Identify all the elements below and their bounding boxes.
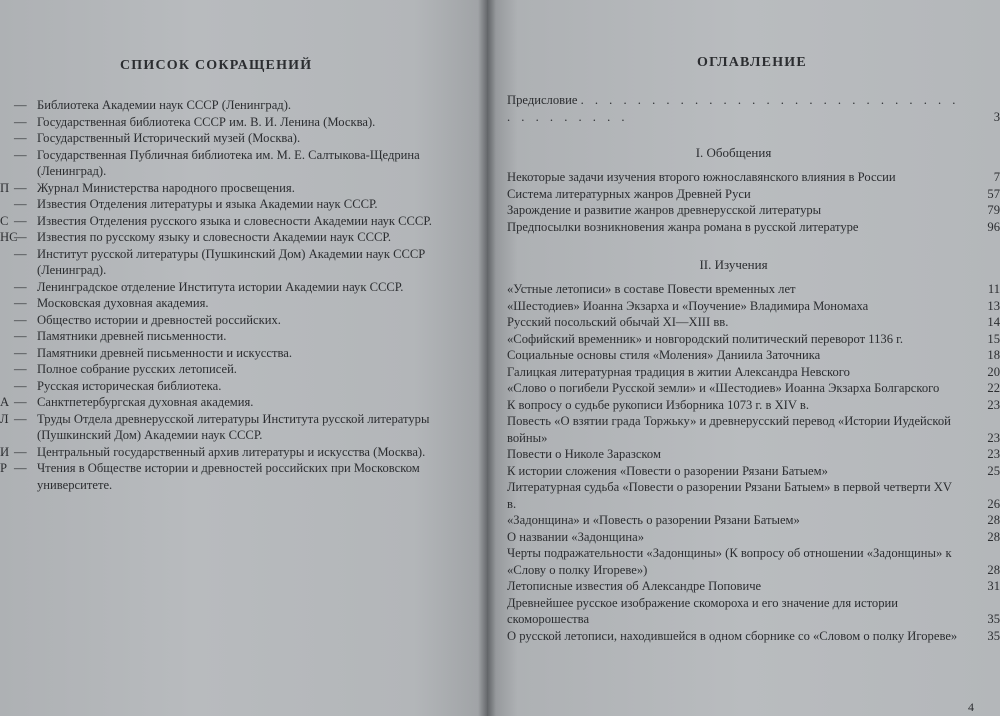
abbreviation-entry: — Русская историческая библиотека. bbox=[14, 378, 222, 393]
toc-entry: О названии «Задонщина» 28 bbox=[507, 529, 1000, 544]
toc-entry: Русский посольский обычай XI—XIII вв. 14 bbox=[507, 315, 1000, 329]
abbreviation-entry: — Институт русской литературы (Пушкинский Дом) Академии наук СССР (Ленинград). bbox=[14, 246, 426, 277]
abbreviation-entry: — Государственная библиотека СССР им. В. И. Ленина (Москва). bbox=[14, 114, 376, 129]
abbreviation-entry: И — Центральный государственный архив литературы и искусства (Москва). bbox=[0, 444, 426, 459]
abbreviation-entry: П — Журнал Министерства народного просвещения. bbox=[0, 180, 295, 195]
toc-entry: «Шестодиев» Иоанна Экзарха и «Поучение» Владимира Мономаха 13 bbox=[507, 298, 1000, 313]
abbreviation-entry: — Полное собрание русских летописей. bbox=[14, 362, 237, 376]
abbreviation-entry: — Памятники древней письменности. bbox=[14, 329, 227, 343]
toc-entry: О русской летописи, находившейся в одном сборнике со «Словом о полку Игореве» 35 bbox=[507, 628, 1000, 643]
toc-entry: Система литературных жанров Древней Руси 57 bbox=[507, 186, 1000, 201]
abbreviation-entry: — Государственный Исторический музей (Москва). bbox=[14, 131, 301, 145]
toc-entry: Социальные основы стиля «Моления» Даниила Заточника 18 bbox=[507, 348, 1000, 362]
left-page bbox=[0, 0, 487, 716]
toc-entry: «Слово о погибели Русской земли» и «Шестодиев» Иоанна Экзарха Болгарского 22 bbox=[507, 381, 1000, 395]
toc-entry: Древнейшее русское изображение скомороха и его значение для истории скоморошества 35 bbox=[507, 595, 1000, 626]
abbreviation-entry: НС — Известия по русскому языку и словесности Академии наук СССР. bbox=[0, 230, 391, 244]
abbreviation-entry: — Известия Отделения литературы и языка Академии наук СССР. bbox=[14, 197, 378, 211]
abbreviation-entry: С — Известия Отделения русского языка и словесности Академии наук СССР. bbox=[0, 213, 432, 228]
toc-entry-preface: Предисловие . . . . . . . . . . . . . . . . . . . . . . . . . . . . . . . . . . . . 3 bbox=[507, 93, 1000, 124]
toc-entry: К вопросу о судьбе рукописи Изборника 1073 г. в XIV в. 23 bbox=[507, 397, 1000, 412]
toc-entry: «Софийский временник» и новгородский политический переворот 1136 г. 15 bbox=[507, 331, 1000, 346]
contents-title: ОГЛАВЛЕНИЕ bbox=[697, 55, 807, 70]
abbreviation-entry: — Государственная Публичная библиотека им. М. Е. Салтыкова-Щедрина (Ленинград). bbox=[14, 147, 420, 178]
book-spine-shadow bbox=[478, 0, 496, 716]
toc-entry: «Устные летописи» в составе Повести временных лет 11 bbox=[507, 282, 1000, 296]
toc-entry: Летописные известия об Александре Поповиче 31 bbox=[507, 579, 1000, 593]
toc-entry: Галицкая литературная традиция в житии Александра Невского 20 bbox=[507, 364, 1000, 379]
toc-entry: Повесть «О взятии града Торжьку» и древнерусский перевод «Истории Иудейской войны» 23 bbox=[507, 414, 1000, 445]
toc-entry: «Задонщина» и «Повесть о разорении Рязани Батыем» 28 bbox=[507, 513, 1000, 527]
section-title-generalizations: I. Обобщения bbox=[695, 145, 772, 160]
toc-entry: К истории сложения «Повести о разорении Рязани Батыем» 25 bbox=[507, 463, 1000, 478]
abbreviation-entry: — Библиотека Академии наук СССР (Ленинград). bbox=[14, 98, 292, 112]
abbreviations-title: СПИСОК СОКРАЩЕНИЙ bbox=[120, 58, 313, 73]
abbreviation-entry: А — Санктпетербургская духовная академия. bbox=[0, 395, 254, 409]
toc-entry: Повести о Николе Заразском 23 bbox=[507, 447, 1000, 461]
abbreviation-entry: — Московская духовная академия. bbox=[14, 296, 209, 310]
toc-entry: Черты подражательности «Задонщины» (К вопросу об отношении «Задонщины» к «Слову о полку Игореве») 28 bbox=[507, 546, 1000, 577]
abbreviation-entry: — Памятники древней письменности и искусства. bbox=[14, 345, 292, 360]
toc-entry: Предпосылки возникновения жанра романа в русской литературе 96 bbox=[507, 219, 1000, 234]
abbreviation-entry: — Общество истории и древностей российских. bbox=[14, 312, 281, 327]
table-of-contents bbox=[507, 92, 1000, 644]
abbreviation-entry: Л — Труды Отдела древнерусской литературы Института русской литературы (Пушкинский Дом) Академии наук СССР. bbox=[0, 411, 430, 442]
toc-entry: Некоторые задачи изучения второго южнославянского влияния в России 7 bbox=[507, 170, 1000, 184]
abbreviation-list bbox=[0, 97, 470, 493]
toc-entry: Литературная судьба «Повести о разорении Рязани Батыем» в первой четверти XV в. 26 bbox=[507, 480, 1000, 511]
section-title-studies: II. Изучения bbox=[699, 257, 768, 272]
abbreviation-entry: — Ленинградское отделение Института истории Академии наук СССР. bbox=[14, 279, 404, 294]
toc-entry: Зарождение и развитие жанров древнерусской литературы 79 bbox=[507, 203, 1000, 217]
page-number: 4 bbox=[968, 700, 974, 714]
abbreviation-entry: Р — Чтения в Обществе истории и древностей российских при Московском университете. bbox=[0, 461, 420, 492]
